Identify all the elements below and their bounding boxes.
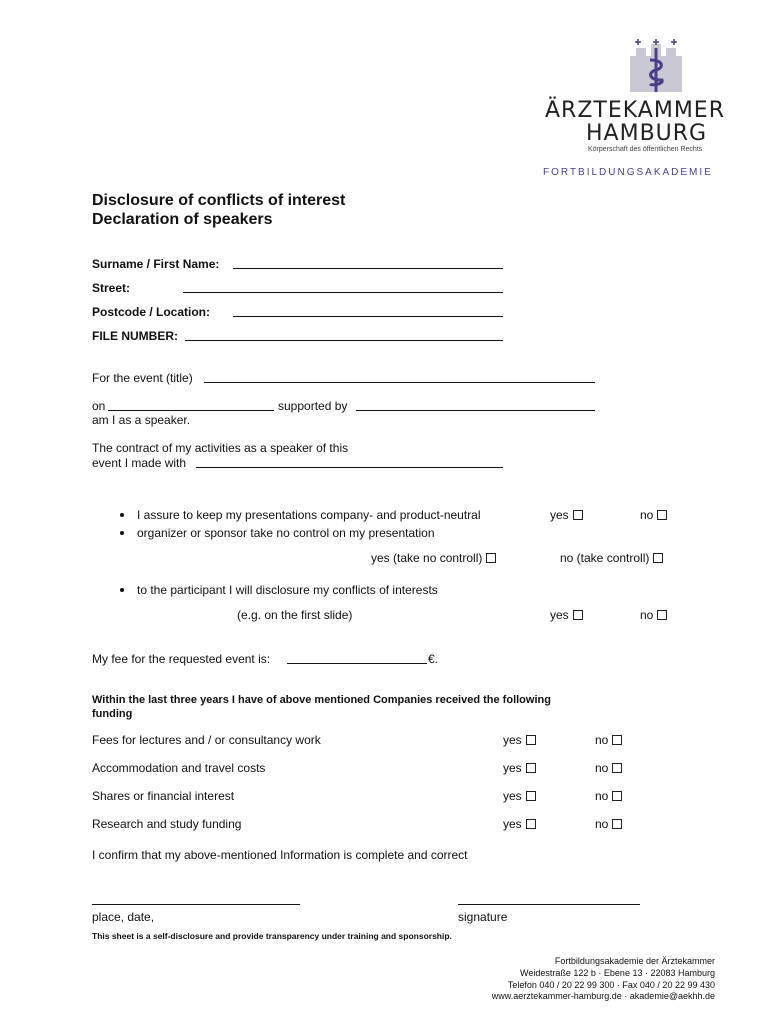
event-date-field[interactable] (108, 410, 274, 411)
supported-by-label: supported by (278, 399, 348, 413)
yes-checkbox[interactable] (573, 510, 583, 520)
supported-by-field[interactable] (356, 410, 595, 411)
funding-row-label: Accommodation and travel costs (92, 761, 266, 775)
place-date-label: place, date, (92, 910, 155, 924)
yes-checkbox[interactable] (573, 610, 583, 620)
assurance-control: organizer or sponsor take no control on my presentation (137, 526, 435, 540)
org-subtitle: Körperschaft des öffentlichen Rechts (588, 146, 703, 153)
funding-row-no[interactable] (595, 733, 622, 747)
funding-row-yes[interactable] (503, 789, 536, 803)
funding-heading-line2: funding (92, 708, 133, 720)
footer-web: www.aerztekammer-hamburg.de · akademie@aekhh.de (491, 991, 715, 1001)
yes-label: yes (550, 508, 569, 522)
fee-field[interactable] (287, 663, 427, 664)
disclose-no-option[interactable] (640, 608, 667, 622)
page-title-line2: Declaration of speakers (92, 211, 273, 228)
assurance-neutral-yes[interactable] (550, 508, 583, 522)
no-checkbox[interactable] (657, 610, 667, 620)
event-title-field[interactable] (204, 382, 595, 383)
street-label: Street: (92, 281, 131, 295)
funding-row-yes[interactable] (503, 761, 536, 775)
yes-label: yes (503, 761, 522, 775)
no-checkbox[interactable] (657, 510, 667, 520)
bullet-icon (120, 513, 124, 517)
yes-checkbox[interactable] (526, 819, 536, 829)
control-no-label: no (take controll) (560, 551, 650, 565)
footer-address: Weidestraße 122 b · Ebene 13 · 22083 Hamburg (520, 968, 715, 978)
fee-currency: €. (428, 652, 439, 666)
contract-line2: event I made with (92, 456, 187, 470)
yes-label: yes (503, 789, 522, 803)
contract-field[interactable] (196, 467, 503, 468)
funding-row-no[interactable] (595, 789, 622, 803)
event-date-label: on (92, 399, 106, 413)
org-name-line2: HAMBURG (586, 121, 708, 146)
signature-label: signature (458, 910, 508, 924)
postcode-field[interactable] (233, 316, 503, 317)
footer-phone: Telefon 040 / 20 22 99 300 · Fax 040 / 20 22 99 430 (507, 980, 715, 990)
funding-row-yes[interactable] (503, 817, 536, 831)
confirm-statement: I confirm that my above-mentioned Information is complete and correct (92, 848, 468, 862)
funding-row-yes[interactable] (503, 733, 536, 747)
assurance-disclose-example: (e.g. on the first slide) (237, 608, 353, 622)
surname-label: Surname / First Name: (92, 257, 220, 271)
disclaimer: This sheet is a self-disclosure and provide transparency under training and sponsorship. (92, 931, 452, 941)
surname-field[interactable] (233, 268, 503, 269)
funding-row-no[interactable] (595, 761, 622, 775)
no-label: no (640, 508, 654, 522)
assurance-neutral-no[interactable] (640, 508, 667, 522)
chamber-emblem-icon (628, 38, 684, 94)
no-label: no (595, 761, 609, 775)
funding-row-label: Shares or financial interest (92, 789, 235, 803)
postcode-label: Postcode / Location: (92, 305, 211, 319)
contract-line1: The contract of my activities as a speaker of this (92, 441, 349, 455)
no-label: no (640, 608, 654, 622)
funding-heading-line1: Within the last three years I have of above mentioned Companies received the following (92, 694, 551, 706)
yes-label: yes (503, 733, 522, 747)
no-label: no (595, 733, 609, 747)
logo (628, 38, 684, 94)
academy-name: FORTBILDUNGSAKADEMIE (543, 167, 713, 178)
bullet-icon (120, 588, 124, 592)
no-label: no (595, 817, 609, 831)
no-checkbox[interactable] (612, 735, 622, 745)
control-no-option[interactable] (560, 551, 663, 565)
fee-label: My fee for the requested event is: (92, 652, 271, 666)
file-number-field[interactable] (185, 340, 503, 341)
page-title-line1: Disclosure of conflicts of interest (92, 192, 346, 209)
speaker-line: am I as a speaker. (92, 413, 191, 427)
assurance-disclose: to the participant I will disclosure my conflicts of interests (137, 583, 438, 597)
footer-line1: Fortbildungsakademie der Ärztekammer (554, 956, 715, 966)
file-number-label: FILE NUMBER: (92, 329, 178, 343)
disclose-yes-option[interactable] (550, 608, 583, 622)
funding-row-no[interactable] (595, 817, 622, 831)
no-checkbox[interactable] (612, 819, 622, 829)
event-title-label: For the event (title) (92, 371, 193, 385)
control-yes-label: yes (take no controll) (371, 551, 483, 565)
control-yes-checkbox[interactable] (486, 553, 496, 563)
place-date-field[interactable] (92, 904, 300, 905)
funding-row-label: Fees for lectures and / or consultancy work (92, 733, 321, 747)
yes-checkbox[interactable] (526, 735, 536, 745)
funding-row-label: Research and study funding (92, 817, 242, 831)
street-field[interactable] (183, 292, 503, 293)
control-yes-option[interactable] (371, 551, 496, 565)
signature-field[interactable] (458, 904, 640, 905)
no-label: no (595, 789, 609, 803)
bullet-icon (120, 531, 124, 535)
yes-checkbox[interactable] (526, 791, 536, 801)
control-no-checkbox[interactable] (653, 553, 663, 563)
yes-label: yes (503, 817, 522, 831)
no-checkbox[interactable] (612, 763, 622, 773)
yes-checkbox[interactable] (526, 763, 536, 773)
no-checkbox[interactable] (612, 791, 622, 801)
assurance-neutral: I assure to keep my presentations company- and product-neutral (137, 508, 481, 522)
org-name-line1: ÄRZTEKAMMER (545, 98, 725, 123)
yes-label: yes (550, 608, 569, 622)
